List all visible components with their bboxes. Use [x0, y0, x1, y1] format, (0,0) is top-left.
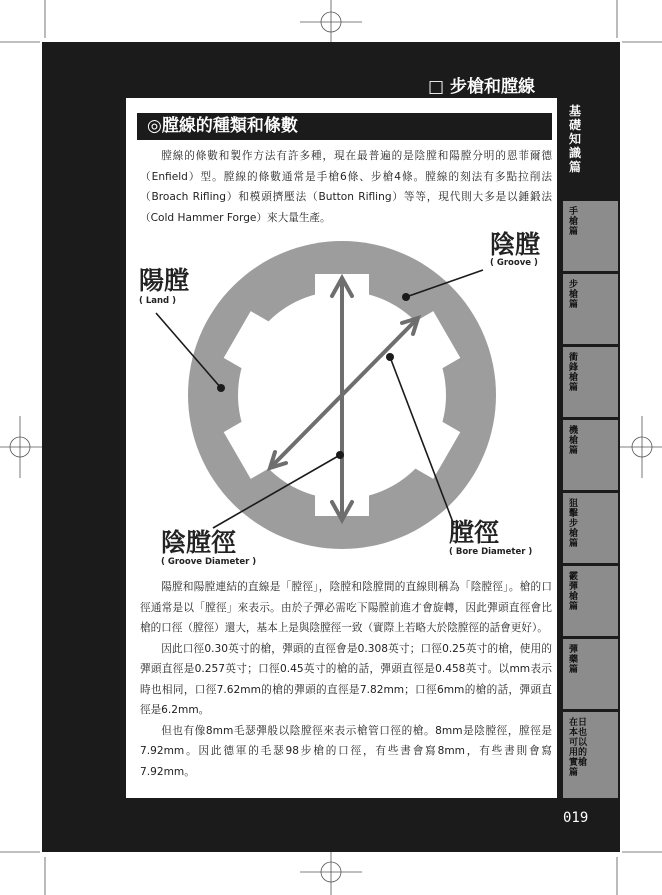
sidebar-tab-label: 狙擊步槍篇 [569, 499, 579, 549]
intro-text: 膛線的條數和製作方法有許多種，現在最普遍的是陰膛和陽膛分明的恩菲爾德（Enfield）型。膛線的條數通常是手槍6條、步槍4條。膛線的刻法有多點拉削法（Broach Rifling）和模頭擠壓法（Button Rifling）等等，現代則大多是以錘鍛法（Cold Hammer Forge）來大量生產。 [140, 150, 552, 224]
sidebar-tab-label: 基礎知識篇 [569, 104, 582, 174]
left-band [42, 42, 126, 817]
label-groove-diameter-sub: ( Groove Diameter ) [161, 557, 257, 567]
label-groove: 陰膛 [490, 230, 541, 259]
label-groove-diameter: 陰膛徑 [161, 528, 237, 557]
intro-paragraph [140, 146, 552, 228]
sidebar-tab-shotgun[interactable] [563, 566, 618, 636]
label-land: 陽膛 [139, 266, 190, 295]
sidebar-tab-handgun[interactable] [563, 201, 618, 271]
body-paragraph: 因此口徑0.30英寸的槍，彈頭的直徑會是0.308英寸；口徑0.25英寸的槍，使用的彈頭直徑是0.257英寸；口徑0.45英寸的槍的話，彈頭直徑是0.458英寸。以mm表示時也相同，口徑7.62mm的槍的彈頭的直徑是7.82mm；口徑6mm的槍的話，彈頭直徑是6.2mm。 [140, 642, 552, 716]
label-groove-sub: ( Groove ) [490, 258, 538, 268]
body-paragraph: 陽膛和陽膛連結的直線是「膛徑」，陰膛和陰膛間的直線則稱為「陰膛徑」。槍的口徑通常是以「膛徑」來表示。由於子彈必需吃下陽膛前進才會旋轉，因此彈頭直徑會比槍的口徑（膛徑）還大，基本上是與陰膛徑一致（實際上若略大於陰膛徑的話會更好）。 [140, 581, 552, 634]
sidebar-tab-label: 衝鋒槍篇 [569, 353, 579, 393]
body-text [140, 577, 552, 782]
sidebar-tab-ammo[interactable] [563, 639, 618, 709]
header-title: □ 步槍和膛線 [428, 77, 535, 97]
label-land-sub: ( Land ) [139, 296, 176, 306]
sidebar-tab-label: 步槍篇 [569, 280, 579, 310]
bottom-band [42, 798, 620, 852]
sidebar-tab-label: 機槍篇 [569, 426, 579, 456]
sidebar-tab-basics[interactable] [563, 98, 618, 176]
sidebar-tab-japan[interactable] [563, 712, 618, 798]
sidebar-tab-label: 手槍篇 [569, 207, 579, 237]
sidebar-tab-sniper[interactable] [563, 493, 618, 563]
label-bore-diameter-sub: ( Bore Diameter ) [449, 547, 533, 557]
sidebar-tab-mg[interactable] [563, 420, 618, 490]
sidebar-tab-label: 霰彈槍篇 [569, 572, 579, 612]
sidebar-tab-label: 在日本也可以用的實槍篇 [569, 718, 588, 778]
body-paragraph: 但也有像8mm毛瑟彈般以陰膛徑來表示槍管口徑的槍。8mm是陰膛徑，膛徑是7.92mm。因此德軍的毛瑟98步槍的口徑，有些書會寫8mm，有些書則會寫7.92mm。 [140, 724, 552, 778]
section-title-bar [137, 113, 552, 140]
label-bore-diameter: 膛徑 [449, 518, 500, 547]
section-title: ◎膛線的種類和條數 [147, 116, 298, 136]
page-number: 019 [563, 810, 589, 826]
sidebar-tab-smg[interactable] [563, 347, 618, 417]
sidebar-tab-rifle[interactable] [563, 274, 618, 344]
sidebar-tab-label: 彈藥篇 [569, 645, 579, 675]
